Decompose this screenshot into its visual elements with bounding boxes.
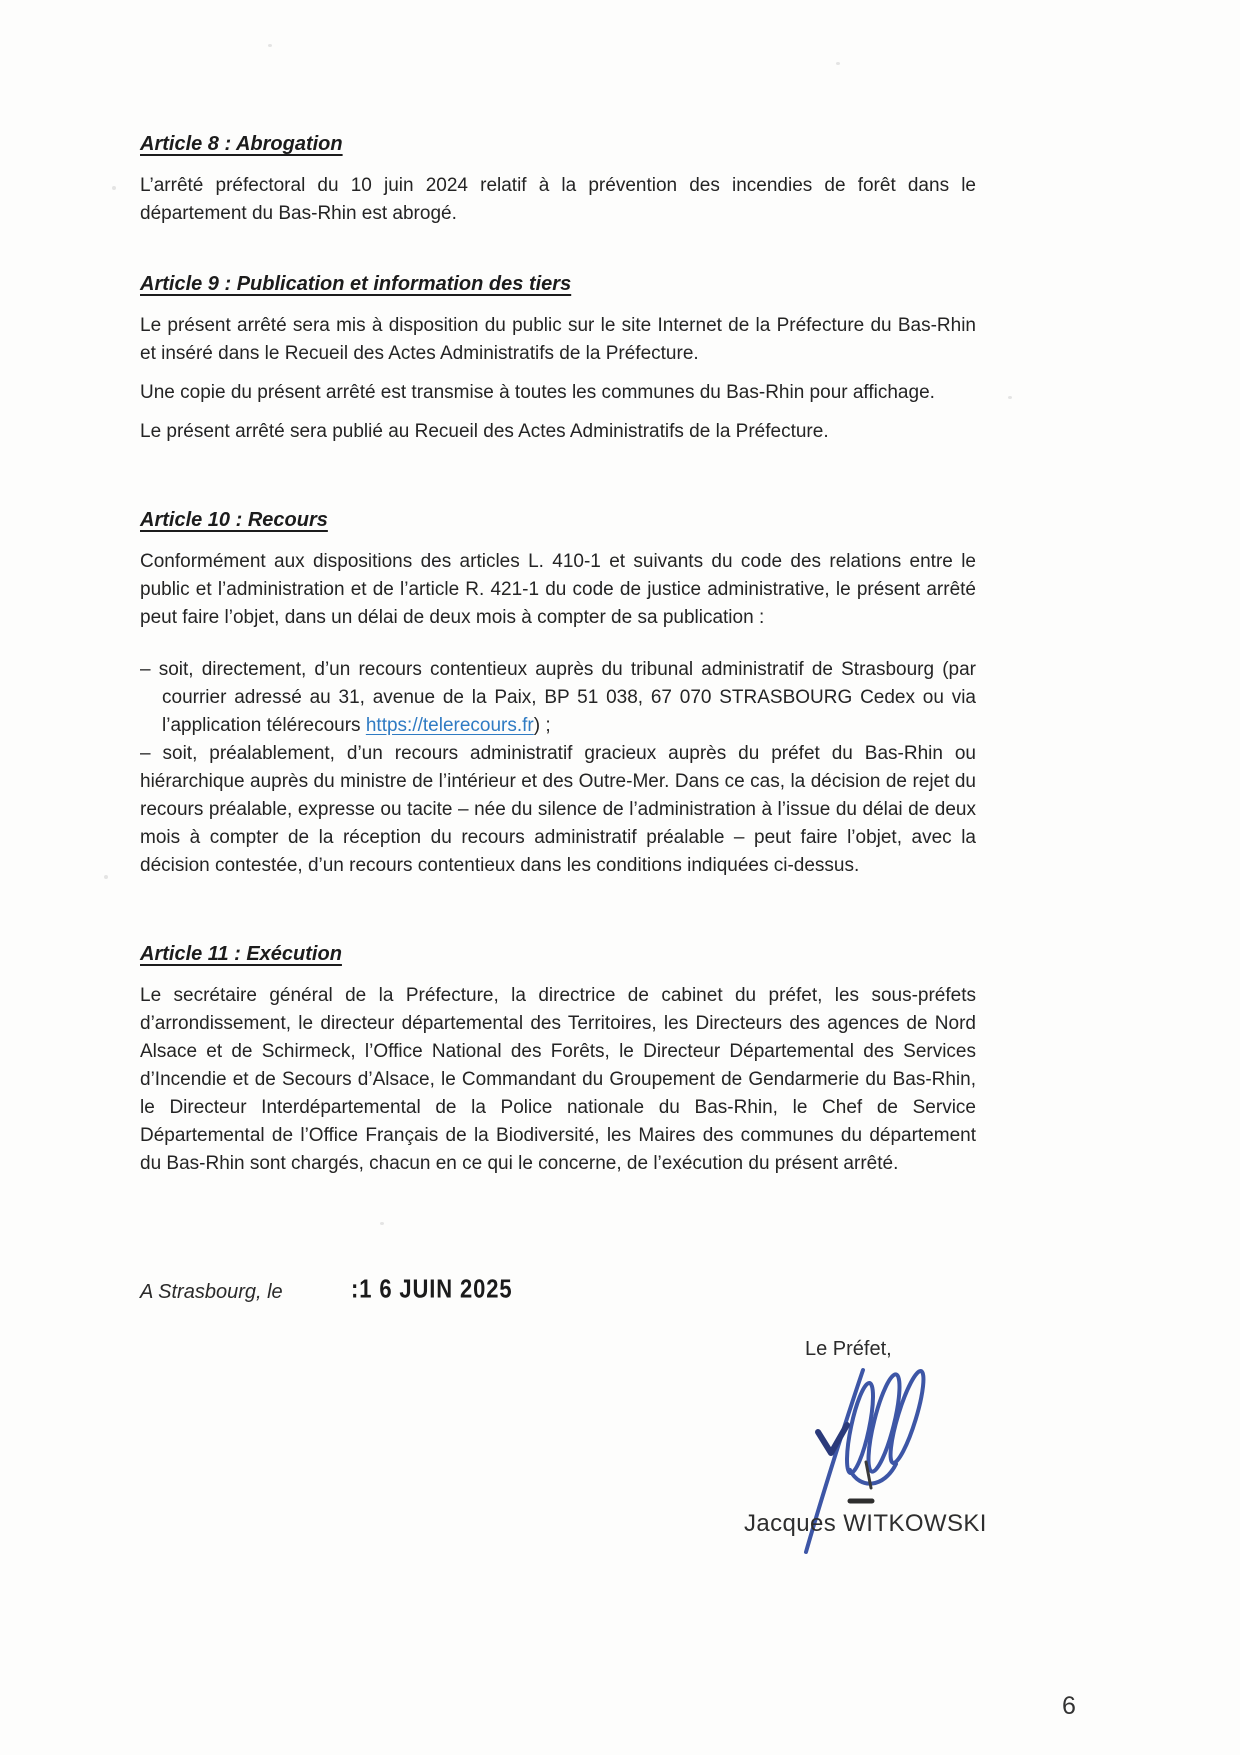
place-date-row bbox=[140, 1276, 534, 1305]
article-9-paragraph-1: Le présent arrêté sera mis à disposition du public sur le site Internet de la Préfecture du Bas-Rhin et inséré dans le Recueil des Actes Administratifs de la Préfecture. bbox=[140, 315, 976, 364]
scan-speck bbox=[112, 186, 116, 190]
scan-speck bbox=[268, 44, 272, 47]
bullet-1-suffix: ) ; bbox=[533, 715, 551, 736]
page-number: 6 bbox=[1062, 1692, 1076, 1720]
signer-name: Jacques WITKOWSKI bbox=[744, 1510, 987, 1537]
date-stamp: :1 6 JUIN 2025 bbox=[350, 1274, 513, 1304]
signoff-title: Le Préfet, bbox=[805, 1338, 892, 1360]
recours-bullet-list bbox=[140, 656, 976, 880]
recours-bullet-2: – soit, préalablement, d’un recours administratif gracieux auprès du préfet du Bas-Rhin ou hiérarchique auprès du ministre de l’intérieur et des Outre-Mer. Dans ce cas, la décision de rejet du recours préalable, expresse ou tacite – née du silence de l’administration à l’issue du délai de deux mois à compter de la réception du recours administratif préalable – peut faire l’objet, avec la décision contestée, d’un recours contentieux dans les conditions indiquées ci-dessus. bbox=[140, 743, 976, 876]
scan-speck bbox=[380, 1222, 384, 1225]
article-11-heading: Article 11 : Exécution bbox=[140, 943, 342, 965]
place-date-line: A Strasbourg, le bbox=[140, 1281, 283, 1303]
recours-bullet-1 bbox=[140, 656, 976, 740]
article-10-heading: Article 10 : Recours bbox=[140, 509, 328, 531]
article-11-paragraph: Le secrétaire général de la Préfecture, la directrice de cabinet du préfet, les sous-préfets d’arrondissement, le directeur départemental des Territoires, les Directeurs des agences de Nord Alsace et de Schirmeck, l’Office National des Forêts, le Directeur Départemental des Services d’Incendie et de Secours d’Alsace, le Commandant du Groupement de Gendarmerie du Bas-Rhin, le Directeur Interdépartemental de la Police nationale du Bas-Rhin, le Chef de Service Départemental de l’Office Français de la Biodiversité, les Maires des communes du département du Bas-Rhin sont chargés, chacun en ce qui le concerne, de l’exécution du présent arrêté. bbox=[140, 985, 976, 1174]
document-body bbox=[140, 130, 976, 1178]
article-9-heading: Article 9 : Publication et information des tiers bbox=[140, 273, 572, 295]
article-9-paragraph-2: Une copie du présent arrêté est transmise à toutes les communes du Bas-Rhin pour affichage. bbox=[140, 382, 935, 403]
article-9-paragraph-3: Le présent arrêté sera publié au Recueil des Actes Administratifs de la Préfecture. bbox=[140, 421, 829, 442]
bullet-1-text: – soit, directement, d’un recours contentieux auprès du tribunal administratif de Strasbourg (par courrier adressé au 31, avenue de la Paix, BP 51 038, 67 070 STRASBOURG Cedex ou via l’application télérecours bbox=[140, 659, 976, 736]
article-8-paragraph: L’arrêté préfectoral du 10 juin 2024 relatif à la prévention des incendies de forêt dans le département du Bas-Rhin est abrogé. bbox=[140, 175, 976, 224]
article-8-heading: Article 8 : Abrogation bbox=[140, 133, 343, 155]
scan-speck bbox=[104, 875, 108, 879]
scan-speck bbox=[836, 62, 840, 65]
scan-speck bbox=[1008, 396, 1012, 399]
article-10-paragraph: Conformément aux dispositions des articles L. 410-1 et suivants du code des relations entre le public et l’administration et de l’article R. 421-1 du code de justice administrative, le présent arrêté peut faire l’objet, dans un délai de deux mois à compter de sa publication : bbox=[140, 551, 976, 628]
telerecours-link[interactable]: https://telerecours.fr bbox=[365, 715, 534, 736]
